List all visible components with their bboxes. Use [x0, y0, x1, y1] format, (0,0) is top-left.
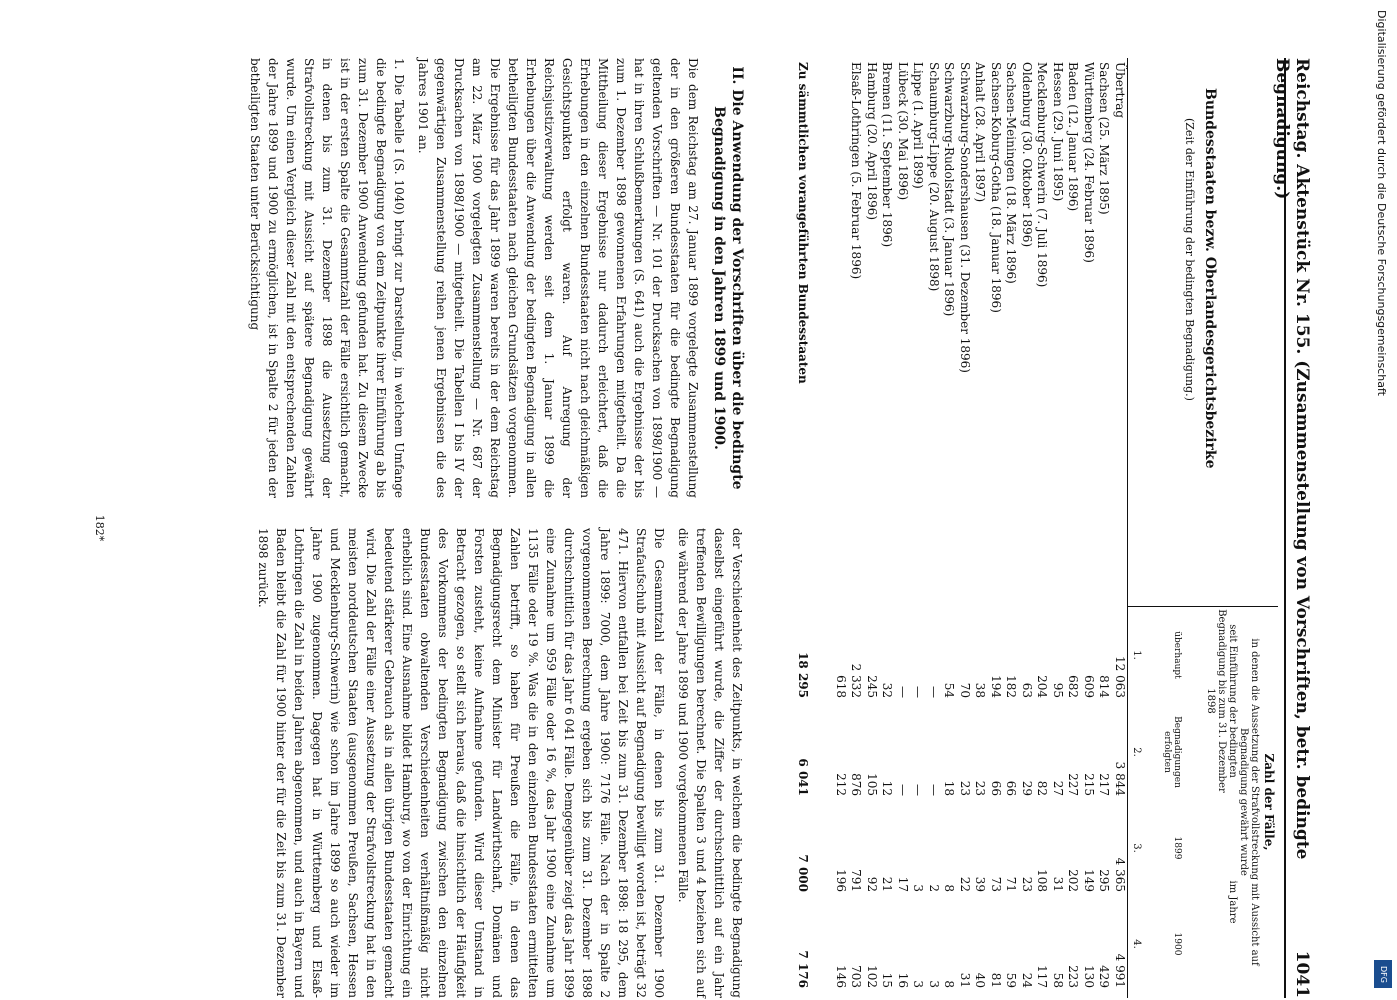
table-cell: 21	[880, 876, 895, 892]
col-label-3: 1899	[1172, 836, 1182, 860]
state-name: Hamburg (20. April 1896)	[865, 62, 879, 221]
table-cell: 196	[834, 869, 848, 892]
table-cell: 22	[958, 876, 972, 892]
col-number-4: 4.	[1131, 939, 1142, 949]
table-row	[1019, 58, 1035, 998]
table-cell: 58	[1051, 972, 1065, 988]
counts-title: Zahl der Fälle,	[1262, 753, 1276, 851]
funding-notice: Digitalisierung gefördert durch die Deutsche Forschungsgemeinschaft	[1375, 10, 1388, 396]
table-cell: 217	[1097, 773, 1112, 796]
table-cell: 102	[865, 965, 879, 988]
table-row	[957, 58, 973, 998]
table-cell: 23	[1020, 876, 1034, 892]
table-cell: —	[927, 784, 941, 796]
table-cell: 227	[1066, 773, 1081, 796]
table-row	[941, 58, 957, 998]
table-row	[1081, 58, 1097, 998]
table-row	[1065, 58, 1081, 998]
table-cell: 27	[1051, 780, 1065, 796]
table-cell: 23	[958, 780, 972, 796]
table-cell: 32	[880, 682, 895, 698]
table-row	[864, 58, 880, 998]
paragraph: der Verschiedenheit des Zeitpunkts, in welchem die bedingte Begnadigung daselbst eingeführt wurde, die Ziffer der durchschnittlich auf ein Jahr treffenden Bewilligungen berechnet. Die Spalten 3 und 4 beziehen sich auf die während der Jahre 1899 und 1900 vorgekommenen Fälle.	[676, 528, 744, 998]
table-cell: 130	[1082, 965, 1096, 988]
table-cell: 295	[1097, 869, 1112, 892]
state-name: Baden (12. Januar 1896)	[1066, 62, 1081, 212]
table-row	[988, 58, 1004, 998]
table-header-states	[1128, 58, 1278, 607]
table-cell: 2	[927, 884, 941, 892]
counts-subtitle: in denen die Aussetzung der Strafvollstreckung mit Aussicht auf Begnadigung gewährt wurde	[1238, 638, 1260, 966]
table-row	[1096, 58, 1112, 998]
table-cell: 182	[1004, 675, 1019, 698]
page-number: 1041	[1292, 950, 1312, 998]
table-row	[879, 58, 895, 998]
table-header	[1127, 58, 1278, 998]
group-per-year: im Jahre	[1227, 880, 1238, 924]
rotated-page-content	[84, 58, 1316, 998]
table-row	[1050, 58, 1066, 998]
state-name: Lübeck (30. Mai 1896)	[896, 62, 910, 201]
table-cell: 16	[896, 972, 910, 988]
states-column-title: Bundesstaaten bezw. Oberlandesgerichtsbezirke	[1202, 88, 1218, 469]
table-body	[833, 58, 1128, 998]
table-cell: —	[896, 686, 910, 698]
paragraph: Die Gesammtzahl der Fälle, in denen bis zum 31. Dezember 1900 Strafaufschub mit Aussicht auf Begnadigung bewilligt worden ist, beträgt 32 471. Hiervon entfallen bei Zeit bis zum 31. Dezember 1898: 18 295, dem Jahre 1899: 7000, dem Jahre 1900: 7176 Fälle. Nach der in Spalte 2 vorgenommenen Berechnung ergeben sich bis zum 31. Dezember 1898 durchschnittlich für das Jahr 6 041 Fälle. Demgegenüber zeigt das Jahr 1899 eine Zunahme um 959 Fälle oder 16 %, das Jahr 1900 eine Zunahme um 1135 Fälle oder 19 %. Was die in den einzelnen Bundesstaaten ermittelten Zahlen betrifft, so haben für Preußen die Fälle, in denen das Begnadigungsrecht dem Minister für Landwirthschaft, Domänen und Forsten zusteht, keine Aufnahme gefunden. Wird dieser Umstand in Betracht gezogen, so stellt sich heraus, daß die hinsichtlich der Häufigkeit des Vorkommens der bedingten Begnadigung zwischen den einzelnen Bundesstaaten obwaltenden Verschiedenheiten verhältnißmäßig nicht erheblich sind. Eine Ausnahme bildet Hamburg, wo von der Einrichtung ein bedeutend stärkerer Gebrauch als in allen übrigen Bundesstaaten gemacht wird. Die Zahl der Fälle einer Aussetzung der Strafvollstreckung hat in den meisten norddeutschen Staaten (ausgenommen Preußen, Sachsen, Hessen und Mecklenburg-Schwerin) wie schon im Jahre 1899 so auch wieder im Jahre 1900 zugenommen. Dagegen hat in Württemberg und Elsaß-Lothringen die Zahl in beiden Jahren abgenommen, und auch in Bayern und Baden bleibt die Zahl für 1900 hinter der für die Zeit bis zum 31. Dezember 1898 zurück.	[256, 528, 666, 998]
table-cell: 95	[1051, 682, 1065, 698]
col-number-1: 1.	[1131, 650, 1142, 660]
table-cell: 814	[1097, 675, 1112, 698]
col-label-2: Begnadigungen erfolgten	[1162, 716, 1182, 788]
total-cell-1: 18 295	[796, 652, 811, 698]
table-cell: 71	[1004, 876, 1019, 892]
dfg-logo: DFG	[1374, 960, 1392, 988]
table-total-row	[795, 58, 811, 998]
table-row	[1003, 58, 1019, 998]
table-cell: 66	[1004, 780, 1019, 796]
state-name: Schwarzburg-Rudolstadt (3. Januar 1896)	[942, 62, 957, 317]
state-name: Bremen (11. September 1896)	[880, 62, 895, 248]
table-cell: 24	[1020, 972, 1034, 988]
table-cell: 81	[989, 972, 1003, 988]
table-cell: 108	[1035, 869, 1050, 892]
digitization-sidebar	[1372, 10, 1392, 985]
table-cell: 3	[927, 980, 941, 988]
table-cell: 3	[911, 884, 926, 892]
table-cell: 12	[880, 780, 895, 796]
table-cell: 3 844	[1113, 761, 1127, 796]
table-cell: 59	[1004, 972, 1019, 988]
table-cell: —	[911, 686, 926, 698]
state-name: Übertrag	[1113, 62, 1127, 119]
group-since-introduction: seit Einführung der bedingten Begnadigung bis zum 31. Dezember 1898	[1205, 609, 1238, 793]
table-cell: 245	[865, 675, 879, 698]
table-cell: 703	[849, 965, 864, 988]
state-name: Hessen (29. Juni 1895)	[1051, 62, 1065, 202]
table-row	[910, 58, 926, 998]
col-label-4: 1900	[1172, 932, 1182, 956]
table-cell: —	[896, 784, 910, 796]
table-cell: 3	[911, 980, 926, 988]
table-cell: 8	[942, 884, 957, 892]
table-header-counts	[1128, 606, 1278, 998]
table-row	[833, 58, 849, 998]
states-column-subtitle: (Zeit der Einführung der bedingten Begnadigung.)	[1183, 118, 1196, 401]
text-column-left	[240, 58, 746, 498]
table-cell: 31	[1051, 876, 1065, 892]
table-cell: 429	[1097, 965, 1112, 988]
table-row	[1034, 58, 1050, 998]
table-cell: 223	[1066, 965, 1081, 988]
table-cell: 105	[865, 773, 879, 796]
state-name: Sachsen-Koburg-Gotha (18. Januar 1896)	[989, 62, 1003, 313]
table-row	[1112, 58, 1128, 998]
table-cell: 73	[989, 876, 1003, 892]
text-column-right	[248, 528, 746, 998]
table-cell: 146	[834, 965, 848, 988]
state-name: Württemberg (24. Februar 1896)	[1082, 62, 1096, 263]
table-row	[848, 58, 864, 998]
header-title: Reichstag. Aktenstück Nr. 155. (Zusammenstellung von Vorschriften, betr. bedingte Begnadigung.)	[1272, 58, 1312, 860]
state-name: Lippe (1. April 1899)	[911, 62, 926, 189]
state-name: Oldenburg (30. Oktober 1896)	[1020, 62, 1034, 248]
col-number-2: 2.	[1131, 747, 1142, 757]
total-label: Zu sämmtlichen vorangeführten Bundesstaaten	[796, 62, 811, 384]
state-name: Schaumburg-Lippe (20. August 1898)	[927, 62, 941, 292]
table-cell: 92	[865, 876, 879, 892]
table-cell: 12 063	[1113, 656, 1127, 698]
table-cell: 70	[958, 682, 972, 698]
table-cell: 791	[849, 869, 864, 892]
col-label-1: überhaupt	[1172, 631, 1182, 679]
table-cell: 18	[942, 780, 957, 796]
paragraph: 1. Die Tabelle I (S. 1040) bringt zur Darstellung, in welchem Umfange die bedingte Begnadigung von dem Zeitpunkte ihrer Einführung ab bis zum 31. Dezember 1900 Anwendung gefunden hat. Zu diesem Zwecke ist in der ersten Spalte die Gesammtzahl der Fälle ersichtlich gemacht, in denen bis zum 31. Dezember 1898 die Aussetzung der Strafvollstreckung mit Aussicht auf spätere Begnadigung gewährt wurde. Um einen Vergleich dieser Zahl mit den entsprechenden Zahlen der Jahre 1899 und 1900 zu ermöglichen, ist in Spalte 2 für jeden der betheiligten Staaten unter Berücksichtigung	[248, 58, 406, 498]
total-cell-2: 6 041	[796, 758, 811, 796]
col-number-3: 3.	[1131, 843, 1142, 853]
table-cell: 2 332	[849, 663, 864, 698]
table-cell: 82	[1035, 780, 1050, 796]
table-cell: 29	[1020, 780, 1034, 796]
table-cell: 31	[958, 972, 972, 988]
state-name: Sachsen (25. März 1895)	[1097, 62, 1112, 215]
table-cell: 117	[1035, 965, 1050, 988]
table-cell: 40	[973, 972, 988, 988]
table-cell: 63	[1020, 682, 1034, 698]
state-name: Mecklenburg-Schwerin (7. Juli 1896)	[1035, 62, 1050, 288]
table-row	[926, 58, 942, 998]
table-cell: —	[911, 784, 926, 796]
state-name: Sachsen-Meiningen (18. März 1896)	[1004, 62, 1019, 284]
table-row	[895, 58, 911, 998]
table-cell: 609	[1082, 675, 1096, 698]
table-cell: 215	[1082, 773, 1096, 796]
table-cell: 17	[896, 876, 910, 892]
table-cell: 876	[849, 773, 864, 796]
table-cell: 4 991	[1113, 953, 1127, 988]
table-cell: —	[927, 686, 941, 698]
table-cell: 23	[973, 780, 988, 796]
table-cell: 66	[989, 780, 1003, 796]
table-cell: 4 365	[1113, 857, 1127, 892]
table-cell: 149	[1082, 869, 1096, 892]
table-cell: 618	[834, 675, 848, 698]
table-cell: 202	[1066, 869, 1081, 892]
table-cell: 682	[1066, 675, 1081, 698]
state-name: Elsaß-Lothringen (5. Februar 1896)	[849, 62, 864, 280]
paragraph: Die dem Reichstag am 27. Januar 1899 vorgelegte Zusammenstellung der in den größeren Bundesstaaten für die bedingte Begnadigung geltenden Vorschriften — Nr. 101 der Drucksachen von 1898/1900 — hat in ihren Schlußbemerkungen (S. 641) auch die Ergebnisse der bis zum 1. Dezember 1898 gewonnenen Erfahrungen mitgetheilt. Da die Mittheilung dieser Ergebnisse nur dadurch erleichtert, daß die Erhebungen in den einzelnen Bundesstaaten nicht nach gleichmäßigen Gesichtspunkten erfolgt waren. Auf Anregung der Reichsjustizverwaltung werden seit dem 1. Januar 1899 die Erhebungen über die Anwendung der bedingten Begnadigung in allen betheiligten Bundesstaaten nach gleichen Grundsätzen vorgenommen. Die Ergebnisse für das Jahr 1899 waren bereits in der dem Reichstag am 22. März 1900 vorgelegten Zusammenstellung — Nr. 687 der Drucksachen von 1898/1900 — mitgetheilt. Die Tabellen I bis IV der gegenwärtigen Zusammenstellung reihen jenen Ergebnissen die des Jahres 1901 an.	[416, 58, 700, 498]
statistics-table	[795, 58, 1278, 998]
table-cell: 54	[942, 682, 957, 698]
page-footer: 182*	[93, 514, 106, 542]
total-cell-3: 7 000	[796, 854, 811, 892]
table-row	[972, 58, 988, 998]
state-name: Anhalt (28. April 1897)	[973, 62, 988, 203]
table-cell: 204	[1035, 675, 1050, 698]
table-cell: 8	[942, 980, 957, 988]
section-heading: II. Die Anwendung der Vorschriften über die bedingte Begnadigung in den Jahren 1899 und 1900.	[711, 66, 745, 490]
table-cell: 212	[834, 773, 848, 796]
table-cell: 194	[989, 675, 1003, 698]
table-cell: 38	[973, 682, 988, 698]
table-cell: 15	[880, 972, 895, 988]
table-cell: 39	[973, 876, 988, 892]
state-name: Schwarzburg-Sondershausen (31. Dezember 1896)	[958, 62, 972, 373]
running-header	[1272, 58, 1316, 998]
total-cell-4: 7 176	[796, 950, 811, 988]
